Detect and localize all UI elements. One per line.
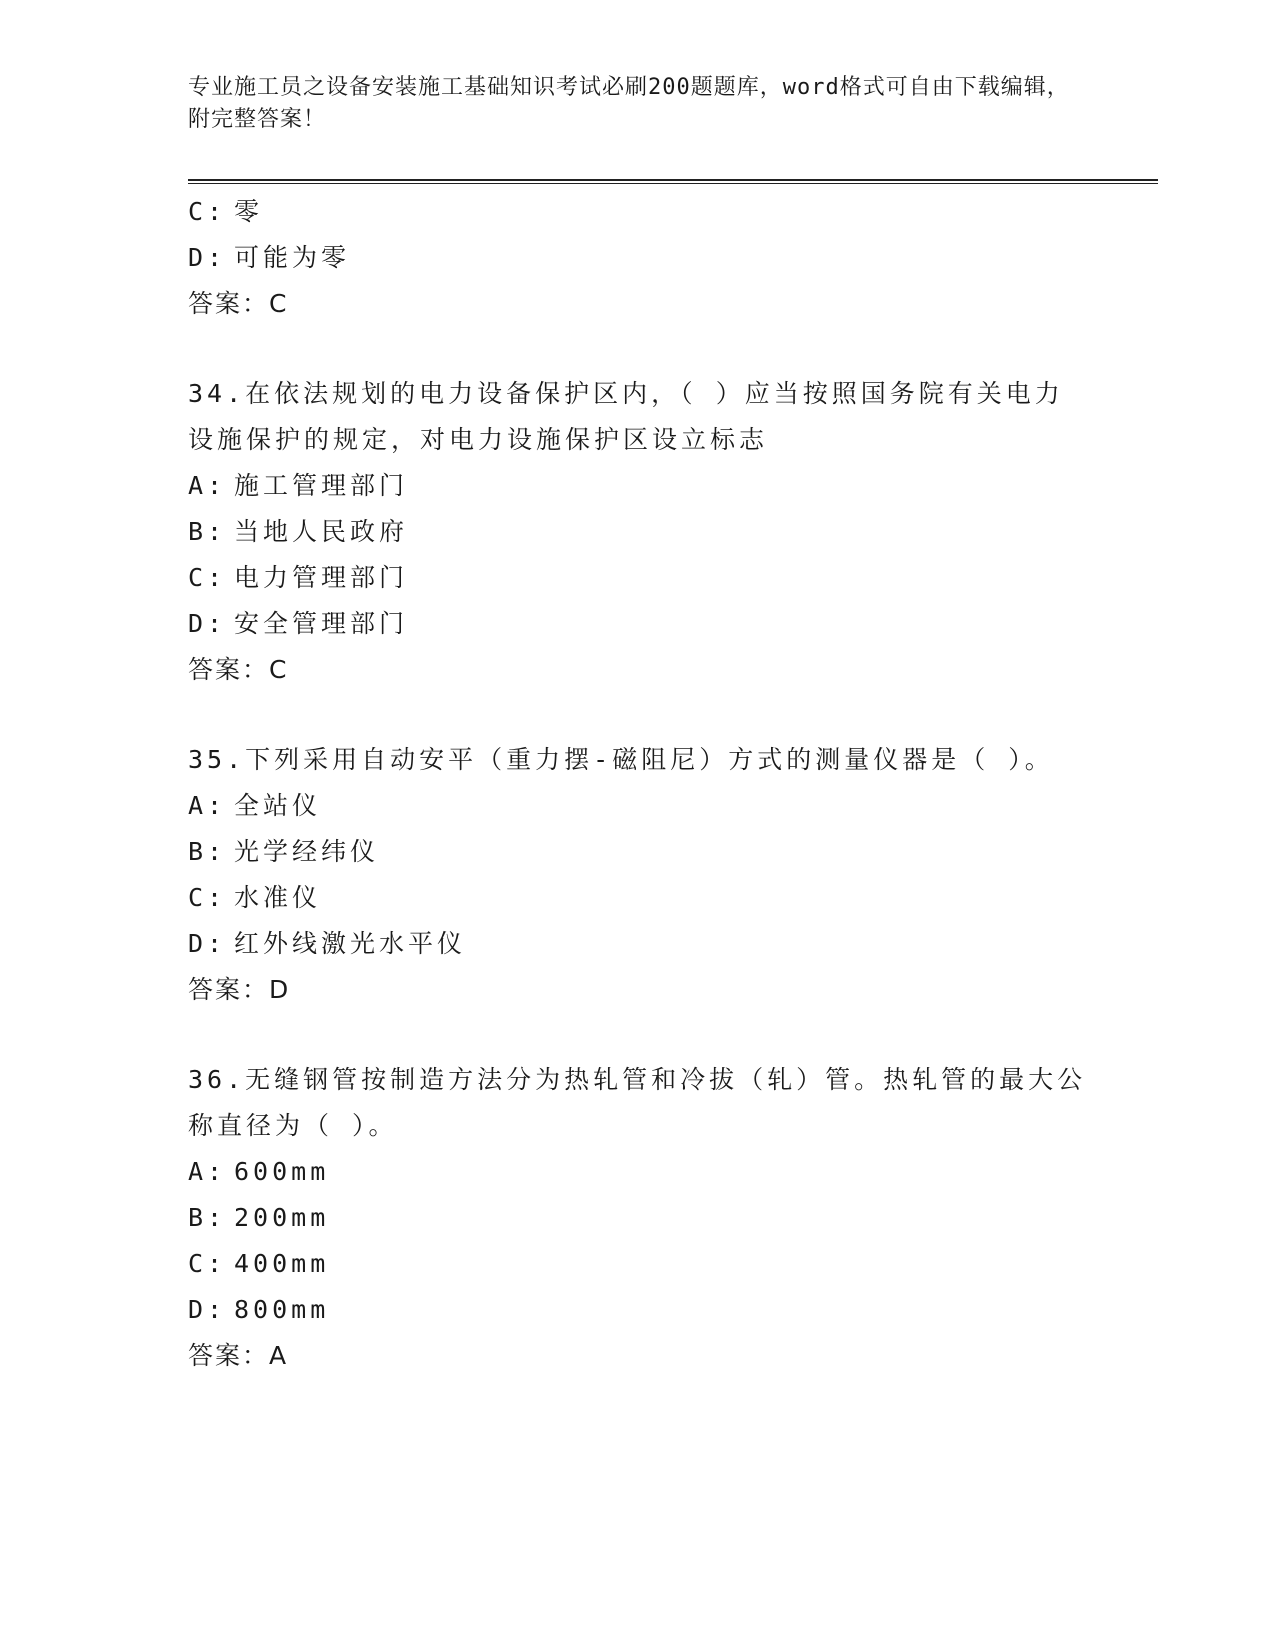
answer-line: 答案：C xyxy=(188,655,289,684)
question-text: 35.下列采用自动安平（重力摆-磁阻尼）方式的测量仪器是（ ）。 xyxy=(188,745,1054,774)
option-text: 电力管理部门 xyxy=(234,563,409,592)
question-line-2: 设施保护的规定，对电力设施保护区设立标志 xyxy=(188,425,769,454)
option-b xyxy=(188,829,1088,875)
option-text: 施工管理部门 xyxy=(234,471,409,500)
option-text: 600mm xyxy=(234,1157,330,1186)
option-text: 当地人民政府 xyxy=(234,517,409,546)
option-c xyxy=(188,555,1088,601)
option-c xyxy=(188,875,1088,921)
option-text: 安全管理部门 xyxy=(234,609,409,638)
option-c xyxy=(188,1241,1088,1287)
option-letter: C: xyxy=(188,883,227,912)
question-line-1: 36.无缝钢管按制造方法分为热轧管和冷拔（轧）管。热轧管的最大公 xyxy=(188,1065,1087,1094)
option-text: 水准仪 xyxy=(234,883,322,912)
option-letter: A: xyxy=(188,471,227,500)
option-text: 200mm xyxy=(234,1203,330,1232)
option-text: 全站仪 xyxy=(234,791,322,820)
option-letter: A: xyxy=(188,1157,227,1186)
question-block-35 xyxy=(188,737,1088,1013)
question-list xyxy=(188,189,1088,1379)
option-text: 400mm xyxy=(234,1249,330,1278)
option-d xyxy=(188,601,1088,647)
question-text xyxy=(188,1057,1088,1149)
option-a xyxy=(188,463,1088,509)
option-text: 800mm xyxy=(234,1295,330,1324)
option-letter: C: xyxy=(188,197,227,226)
option-letter: C: xyxy=(188,1249,227,1278)
option-text: 光学经纬仪 xyxy=(234,837,380,866)
header-rule-thin xyxy=(188,183,1158,184)
option-d xyxy=(188,1287,1088,1333)
answer-line: 答案：D xyxy=(188,975,291,1004)
header-rule-thick xyxy=(188,179,1158,181)
option-b xyxy=(188,509,1088,555)
option-letter: C: xyxy=(188,563,227,592)
answer-line: 答案：C xyxy=(188,289,289,318)
option-text: 零 xyxy=(234,197,264,226)
option-text: 红外线激光水平仪 xyxy=(234,929,467,958)
option-a xyxy=(188,783,1088,829)
option-letter: D: xyxy=(188,609,227,638)
question-block-33 xyxy=(188,189,1088,327)
document-header: 专业施工员之设备安装施工基础知识考试必刷200题题库，word格式可自由下载编辑，附完整答案！ xyxy=(188,75,1070,132)
option-a xyxy=(188,1149,1088,1195)
option-letter: B: xyxy=(188,837,227,866)
question-line-2: 称直径为（ ）。 xyxy=(188,1111,398,1140)
option-letter: D: xyxy=(188,929,227,958)
option-d xyxy=(188,921,1088,967)
question-text xyxy=(188,371,1088,463)
question-block-34 xyxy=(188,371,1088,693)
option-letter: B: xyxy=(188,517,227,546)
option-text: 可能为零 xyxy=(234,243,351,272)
option-letter: D: xyxy=(188,243,227,272)
option-letter: B: xyxy=(188,1203,227,1232)
option-letter: A: xyxy=(188,791,227,820)
question-block-36 xyxy=(188,1057,1088,1379)
option-d xyxy=(188,235,1088,281)
option-letter: D: xyxy=(188,1295,227,1324)
option-c xyxy=(188,189,1088,235)
answer-line: 答案：A xyxy=(188,1341,289,1370)
option-b xyxy=(188,1195,1088,1241)
question-line-1: 34.在依法规划的电力设备保护区内，（ ）应当按照国务院有关电力 xyxy=(188,379,1064,408)
